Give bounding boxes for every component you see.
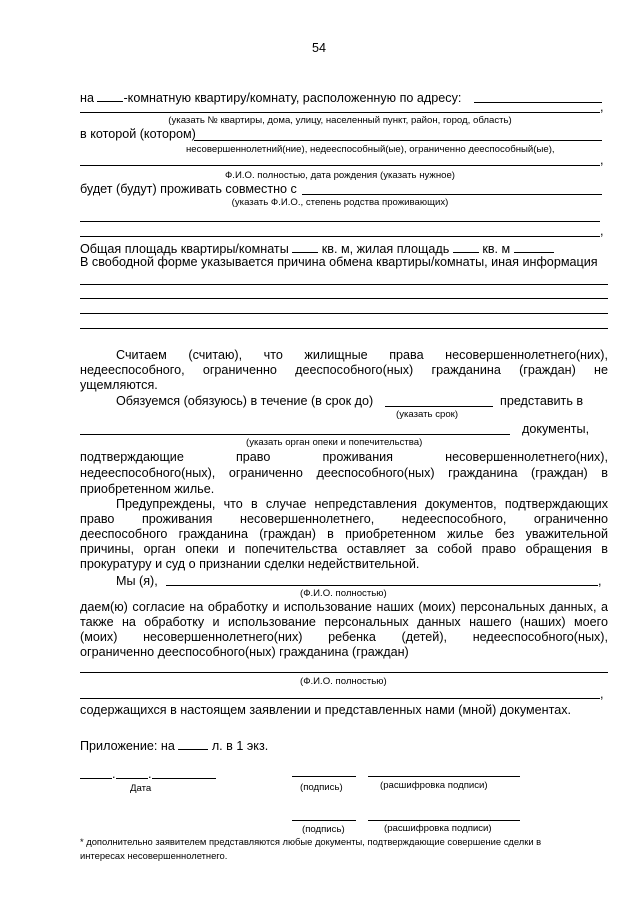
consent-fio-field-3[interactable] — [80, 698, 600, 699]
consent-line-3: (моих) несовершеннолетнего(них) ребенка (детей), недееспособного(ных), — [80, 630, 608, 644]
comma: , — [600, 153, 604, 167]
free-form-line-4[interactable] — [80, 328, 608, 329]
authority-field[interactable] — [80, 434, 510, 435]
decoding-label-2: (расшифровка подписи) — [384, 823, 492, 834]
decoding-label-1: (расшифровка подписи) — [380, 780, 488, 791]
documents-label: документы, — [522, 422, 590, 436]
warned-line-5: прокуратуру и суд о признании сделки недействительной. — [80, 557, 420, 571]
free-form-line-1[interactable] — [80, 284, 608, 285]
warned-line-3: дееспособного гражданина (граждан) в приобретенном жилье без уважительной — [80, 527, 608, 541]
hint-fio-dob: Ф.И.О. полностью, дата рождения (указать нужное) — [224, 170, 455, 181]
oblige-line-3: приобретенном жилье. — [80, 482, 215, 496]
in-which-label: в которой (котором) — [80, 127, 196, 141]
apartment-prefix: на — [80, 91, 94, 105]
will-live-label: будет (будут) проживать совместно с — [80, 182, 297, 196]
warned-line-4: причины, орган опеки и попечительства оставляет за собой право обращения в — [80, 542, 608, 556]
total-area-label: Общая площадь квартиры/комнаты — [80, 242, 289, 256]
decoding-field-2[interactable] — [368, 820, 520, 821]
attachment-pages-field[interactable] — [178, 737, 208, 750]
we-label: Мы (я), — [116, 574, 158, 588]
total-area-field[interactable] — [292, 240, 318, 253]
area-extra-field[interactable] — [514, 240, 554, 253]
comma: , — [600, 224, 604, 238]
attachment-prefix: Приложение: на — [80, 739, 175, 753]
signature-field-2[interactable] — [292, 820, 356, 821]
free-form-line-2[interactable] — [80, 298, 608, 299]
signature-field-1[interactable] — [292, 776, 356, 777]
consider-line-1: Считаем (считаю), что жилищные права несовершеннолетнего(них), — [116, 348, 608, 362]
area-unit-label: кв. м — [482, 242, 511, 256]
page-number: 54 — [312, 41, 327, 55]
free-form-label: В свободной форме указывается причина обмена квартиры/комнаты, иная информация — [80, 255, 598, 269]
hint-authority: (указать орган опеки и попечительства) — [246, 437, 423, 448]
living-area-label: кв. м, жилая площадь — [321, 242, 450, 256]
comma: , — [600, 687, 604, 701]
hint-consent-fio-2: (Ф.И.О. полностью) — [300, 676, 387, 687]
decoding-field-1[interactable] — [368, 776, 520, 777]
hint-deadline: (указать срок) — [396, 409, 459, 420]
occupant-field-2[interactable] — [80, 165, 600, 166]
consent-line-4: ограниченно дееспособного(ных) гражданина (граждан) — [80, 645, 409, 659]
hint-consent-fio: (Ф.И.О. полностью) — [300, 588, 387, 599]
hint-minors: несовершеннолетний(ние), недееспособный(ые), ограниченно дееспособный(ые), — [186, 144, 555, 155]
consent-fio-field[interactable] — [166, 585, 598, 586]
living-area-field[interactable] — [453, 240, 479, 253]
address-field-2[interactable] — [80, 112, 600, 113]
footnote-line-2: интересах несовершеннолетнего. — [80, 850, 228, 861]
date-month-field[interactable] — [116, 778, 148, 779]
comma: , — [600, 100, 604, 114]
comma: , — [598, 574, 602, 588]
oblige-line-1: подтверждающие право проживания несовершеннолетнего(них), — [80, 450, 608, 464]
deadline-field[interactable] — [385, 406, 493, 407]
attachment-line — [80, 737, 268, 754]
consent-line-2: также на обработку и использование персональных данных нашего (наших) моего — [80, 615, 608, 629]
date-day-field[interactable] — [80, 778, 112, 779]
cohabitants-field-2[interactable] — [80, 221, 600, 222]
oblige-line-2: недееспособного(ных), ограниченно дееспособного(ных) гражданина (граждан) в — [80, 466, 608, 480]
date-label: Дата — [130, 783, 152, 794]
free-form-line-3[interactable] — [80, 313, 608, 314]
hint-cohabitants: (указать Ф.И.О., степень родства проживающих) — [231, 197, 449, 208]
date-dot-1: . — [112, 767, 116, 781]
attachment-suffix: л. в 1 экз. — [211, 739, 269, 753]
cohabitants-field-3[interactable] — [80, 236, 600, 237]
date-dot-2: . — [148, 767, 152, 781]
consider-line-3: ущемляются. — [80, 378, 158, 392]
cohabitants-field[interactable] — [302, 194, 602, 195]
apartment-line — [80, 89, 461, 106]
signature-label-2: (подпись) — [302, 824, 345, 835]
footnote-line-1: * дополнительно заявителем представляются любые документы, подтверждающие совершение сделки в — [80, 836, 542, 847]
occupant-field[interactable] — [194, 140, 602, 141]
rooms-count-field[interactable] — [97, 89, 123, 102]
warned-line-2: право проживания несовершеннолетнего, недееспособного, ограниченно — [80, 512, 608, 526]
address-field[interactable] — [474, 102, 602, 103]
warned-line-1: Предупреждены, что в случае непредставления документов, подтверждающих — [116, 497, 608, 511]
consent-fio-field-2[interactable] — [80, 672, 608, 673]
apartment-text: -комнатную квартиру/комнату, расположенную по адресу: — [123, 91, 462, 105]
oblige-text-a: Обязуемся (обязуюсь) в течение (в срок до) — [116, 394, 374, 408]
consent-line-1: даем(ю) согласие на обработку и использование наших (моих) персональных данных, а — [80, 600, 608, 614]
hint-address: (указать № квартиры, дома, улицу, населенный пункт, район, город, область) — [168, 115, 512, 126]
date-year-field[interactable] — [152, 778, 216, 779]
contained-text: содержащихся в настоящем заявлении и представленных нами (мной) документах. — [80, 703, 572, 717]
signature-label-1: (подпись) — [300, 782, 343, 793]
consider-line-2: недееспособного, ограниченно дееспособного(ных) гражданина (граждан) не — [80, 363, 608, 377]
oblige-text-b: представить в — [500, 394, 584, 408]
